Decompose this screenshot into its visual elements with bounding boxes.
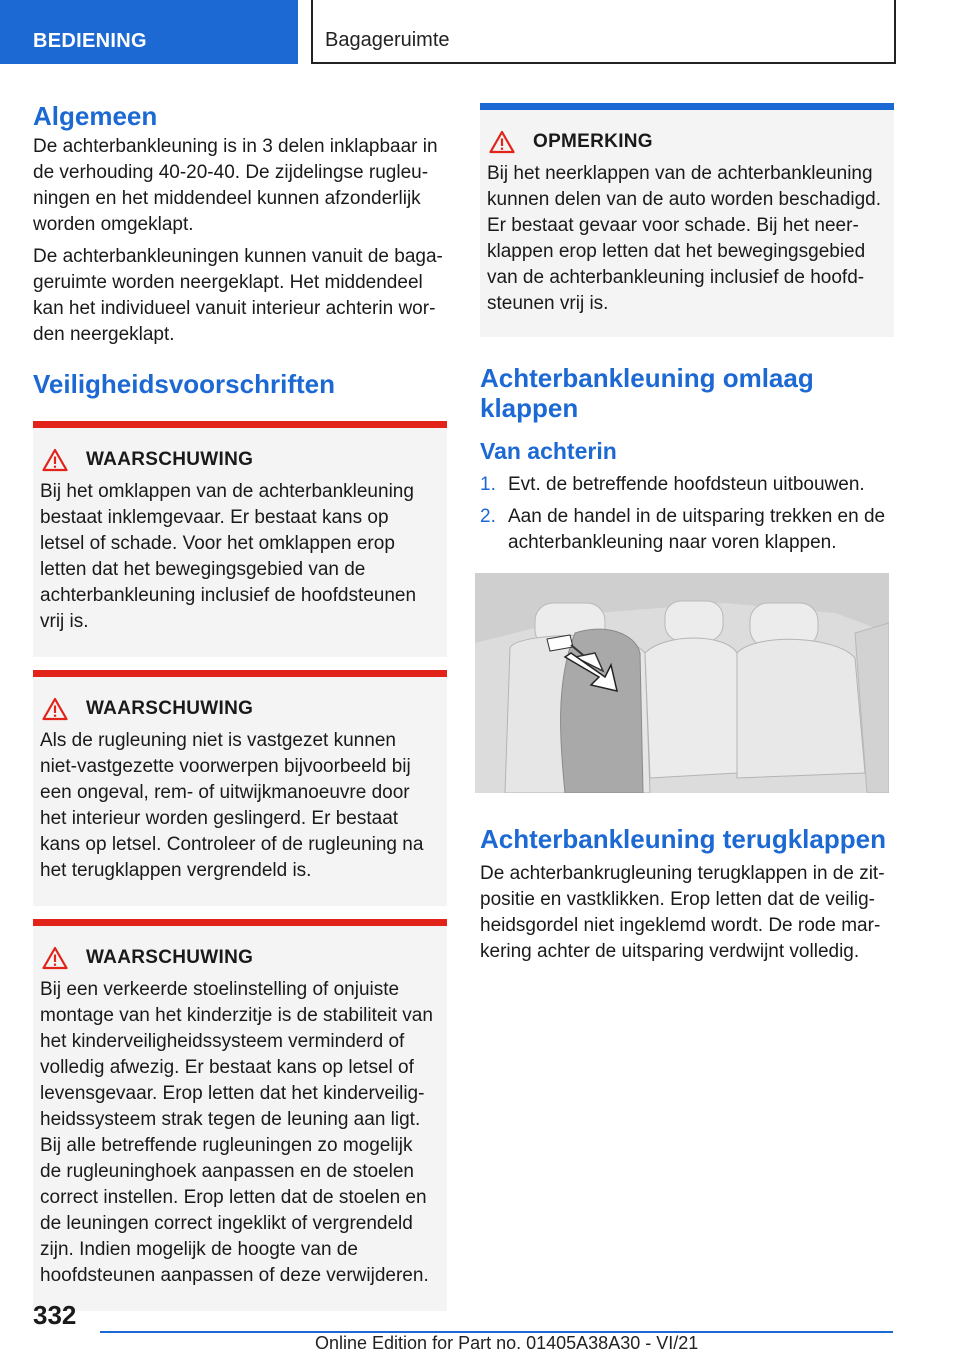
page-number: 332 xyxy=(33,1300,77,1330)
fold-steps-list xyxy=(480,472,894,556)
header-chapter-label: Bagageruimte xyxy=(325,29,450,51)
fold-heading: Achterbankleuning omlaag klappen xyxy=(480,363,814,423)
general-heading: Algemeen xyxy=(33,101,158,131)
warning-label: WAARSCHUWING xyxy=(86,947,254,968)
warning-triangle-icon xyxy=(42,448,68,472)
step-item xyxy=(480,472,894,498)
header-section-tab xyxy=(0,0,298,64)
header-chapter-box xyxy=(311,0,896,64)
header-section-label: BEDIENING xyxy=(33,30,147,52)
left-column xyxy=(33,100,447,1311)
warning-box-1 xyxy=(33,421,447,657)
general-paragraph-1: De achterbankleuning is in 3 delen inklapbaar in de verhouding 40-20-40. De zijdelingse rugleuningen en het middendeel kunnen afzonderlijk worden omgeklapt. xyxy=(33,136,438,235)
warning-text: Bij het omklappen van de achterbankleuning bestaat inklemgevaar. Er bestaat kans op letsel of schade. Voor het omklappen erop letten dat het bewegingsgebied van de achterbankleuning inclusief de hoofdsteunen vrij is. xyxy=(40,481,417,632)
right-column xyxy=(480,103,894,965)
note-box xyxy=(480,103,894,337)
warning-triangle-icon xyxy=(42,946,68,970)
step-text: Evt. de betreffende hoofdsteun uitbouwen. xyxy=(508,474,865,495)
warning-text: Bij een verkeerde stoelinstelling of onjuiste montage van het kinderzitje is de stabiliteit van het kinderveiligheidssysteem verminderd of volledig afwezig. Er bestaat kans op letsel of levensgevaar. Erop letten dat het kinderveiligheidssysteem strak tegen de leuning aan ligt. xyxy=(40,979,433,1130)
return-heading: Achterbankleuning terugklappen xyxy=(480,824,886,854)
warning-text: Als de rugleuning niet is vastgezet kunnen niet-vastgezette voorwerpen bijvoorbeeld bij een ongeval, rem- of uitwijkmanoeuvre door het interieur worden geslingerd. Er bestaat kans op letsel. Controleer of de rugleuning na het terugklappen vergrendeld is. xyxy=(40,730,424,881)
step-number: 1. xyxy=(480,474,496,495)
warning-text-continued: Bij alle betreffende rugleuningen zo mogelijk de rugleuninghoek aanpassen en de stoelen correct instellen. Erop letten dat de stoelen en de leuningen correct ingeklikt of vergrendeld zijn. Indien mogelijk de hoogte van de hoofdsteunen aanpassen of deze verwijderen. xyxy=(40,1135,429,1286)
warning-triangle-icon xyxy=(489,130,515,154)
step-item xyxy=(480,504,894,556)
rear-seat-illustration xyxy=(475,573,889,793)
from-rear-subheading: Van achterin xyxy=(480,438,617,464)
return-paragraph: De achterbankrugleuning terugklappen in de zitpositie en vastklikken. Erop letten dat de veiligheidsgordel niet ingeklemd wordt. De rode markering achter de uitsparing verdwijnt volledig. xyxy=(480,863,885,962)
warning-box-3 xyxy=(33,919,447,1311)
safety-heading: Veiligheidsvoorschriften xyxy=(33,369,335,399)
note-label: OPMERKING xyxy=(533,131,653,152)
warning-box-2 xyxy=(33,670,447,906)
general-paragraph-2: De achterbankleuningen kunnen vanuit de bagageruimte worden neergeklapt. Het middendeel kan het individueel vanuit interieur achterin worden neergeklapt. xyxy=(33,246,443,345)
warning-triangle-icon xyxy=(42,697,68,721)
warning-label: WAARSCHUWING xyxy=(86,449,254,470)
footer-edition-text: Online Edition for Part no. 01405A38A30 - VI/21 xyxy=(315,1333,699,1353)
step-number: 2. xyxy=(480,506,496,527)
warning-label: WAARSCHUWING xyxy=(86,698,254,719)
step-text: Aan de handel in de uitsparing trekken en de achterbankleuning naar voren klappen. xyxy=(508,506,886,553)
note-text: Bij het neerklappen van de achterbankleuning kunnen delen van de auto worden beschadigd. Er bestaat gevaar voor schade. Bij het neerklappen erop letten dat het bewegingsgebied van de achterbankleuning inclusief de hoofdsteunen vrij is. xyxy=(487,163,882,314)
